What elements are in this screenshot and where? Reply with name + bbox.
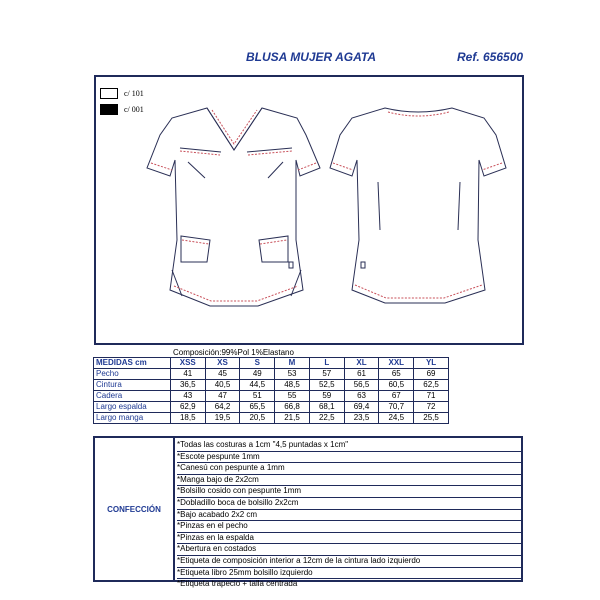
measurements-table (93, 357, 449, 424)
front-right-pocket (259, 236, 288, 262)
table-cell: 22,5 (309, 413, 344, 424)
row-label: Largo espalda (94, 402, 171, 413)
list-item: *Abertura en costados (177, 544, 522, 556)
row-label: Largo manga (94, 413, 171, 424)
table-cell: 60,5 (379, 380, 414, 391)
front-left-pocket (181, 236, 210, 262)
list-item: *Bajo acabado 2x2 cm (177, 510, 522, 522)
list-item: *Pinzas en el pecho (177, 521, 522, 533)
table-cell: 49 (240, 369, 275, 380)
list-item: *Etiqueta de composición interior a 12cm de la cintura lado izquierdo (177, 556, 522, 568)
list-item: *Etiqueta libro 25mm bolsillo izquierdo (177, 568, 522, 580)
confection-box (93, 436, 523, 589)
table-cell: 51 (240, 391, 275, 402)
list-item: *Canesú con pespunte a 1mm (177, 463, 522, 475)
front-left-side-slit (172, 270, 182, 296)
back-hem-stitch (355, 285, 482, 298)
table-cell: 25,5 (414, 413, 449, 424)
table-cell: 65 (379, 369, 414, 380)
front-outline (147, 108, 320, 306)
back-size-label (361, 262, 365, 268)
front-right-sleeve-stitch (298, 163, 316, 170)
swatch-black-label: c/ 001 (124, 105, 144, 114)
table-cell: 20,5 (240, 413, 275, 424)
table-cell: 53 (275, 369, 310, 380)
back-outline (330, 108, 506, 303)
front-left-sleeve-stitch (151, 163, 172, 170)
list-item: *Todas las costuras a 1cm "4,5 puntadas x 1cm" (177, 440, 522, 452)
back-left-dart (378, 182, 380, 230)
table-cell: 62,9 (170, 402, 205, 413)
table-cell: 56,5 (344, 380, 379, 391)
table-cell: 45 (205, 369, 240, 380)
table-cell: 41 (170, 369, 205, 380)
list-item: *Etiqueta trapecio + talla centrada (177, 579, 298, 589)
document-title: BLUSA MUJER AGATA (246, 50, 376, 64)
size-header: XSS (170, 358, 205, 369)
table-cell: 47 (205, 391, 240, 402)
row-label: Cintura (94, 380, 171, 391)
table-cell: 48,5 (275, 380, 310, 391)
table-cell: 66,8 (275, 402, 310, 413)
size-header: XS (205, 358, 240, 369)
table-cell: 21,5 (275, 413, 310, 424)
table-cell: 63 (344, 391, 379, 402)
table-cell: 44,5 (240, 380, 275, 391)
size-header: M (275, 358, 310, 369)
front-right-pocket-stitch (260, 240, 287, 244)
front-yoke-stitch (180, 151, 292, 155)
table-row (94, 380, 449, 391)
table-cell: 40,5 (205, 380, 240, 391)
list-item: *Manga bajo de 2x2cm (177, 475, 522, 487)
confection-list (177, 440, 522, 590)
table-cell: 57 (309, 369, 344, 380)
size-header: XL (344, 358, 379, 369)
table-cell: 64,2 (205, 402, 240, 413)
front-right-dart (268, 162, 283, 178)
size-header: YL (414, 358, 449, 369)
table-cell: 70,7 (379, 402, 414, 413)
table-cell: 61 (344, 369, 379, 380)
table-cell: 36,5 (170, 380, 205, 391)
table-cell: 69,4 (344, 402, 379, 413)
table-cell: 59 (309, 391, 344, 402)
back-neck-stitch (388, 112, 449, 116)
table-row (94, 402, 449, 413)
table-cell: 55 (275, 391, 310, 402)
size-header: L (309, 358, 344, 369)
confection-label: CONFECCIÓN (95, 438, 175, 580)
size-header: S (240, 358, 275, 369)
table-cell: 19,5 (205, 413, 240, 424)
table-row (94, 413, 449, 424)
table-cell: 24,5 (379, 413, 414, 424)
table-cell: 62,5 (414, 380, 449, 391)
front-yoke (180, 148, 292, 152)
table-cell: 23,5 (344, 413, 379, 424)
measurements-header: MEDIDAS cm (94, 358, 171, 369)
table-row (94, 391, 449, 402)
front-left-pocket-stitch (182, 240, 209, 244)
back-right-sleeve-stitch (482, 163, 502, 170)
back-left-sleeve-stitch (333, 163, 353, 170)
back-view (330, 108, 506, 303)
table-row (94, 369, 449, 380)
table-cell: 69 (414, 369, 449, 380)
front-size-label (289, 262, 293, 268)
list-item: *Bolsillo cosido con pespunte 1mm (177, 486, 522, 498)
size-header: XXL (379, 358, 414, 369)
back-right-dart (458, 182, 460, 230)
row-label: Pecho (94, 369, 171, 380)
table-cell: 67 (379, 391, 414, 402)
table-cell: 71 (414, 391, 449, 402)
list-item: *Dobladillo boca de bolsillo 2x2cm (177, 498, 522, 510)
table-cell: 18,5 (170, 413, 205, 424)
table-cell: 52,5 (309, 380, 344, 391)
list-item: *Pinzas en la espalda (177, 533, 522, 545)
swatch-white-label: c/ 101 (124, 89, 144, 98)
front-left-dart (188, 162, 205, 178)
front-view (147, 108, 320, 306)
composition-text: Composición:99%Pol 1%Elastano (173, 348, 294, 357)
table-cell: 65,5 (240, 402, 275, 413)
table-cell: 72 (414, 402, 449, 413)
table-cell: 43 (170, 391, 205, 402)
reference-number: Ref. 656500 (457, 50, 524, 64)
table-cell: 68,1 (309, 402, 344, 413)
list-item: *Escote pespunte 1mm (177, 452, 522, 464)
row-label: Cadera (94, 391, 171, 402)
table-header-row (94, 358, 449, 369)
